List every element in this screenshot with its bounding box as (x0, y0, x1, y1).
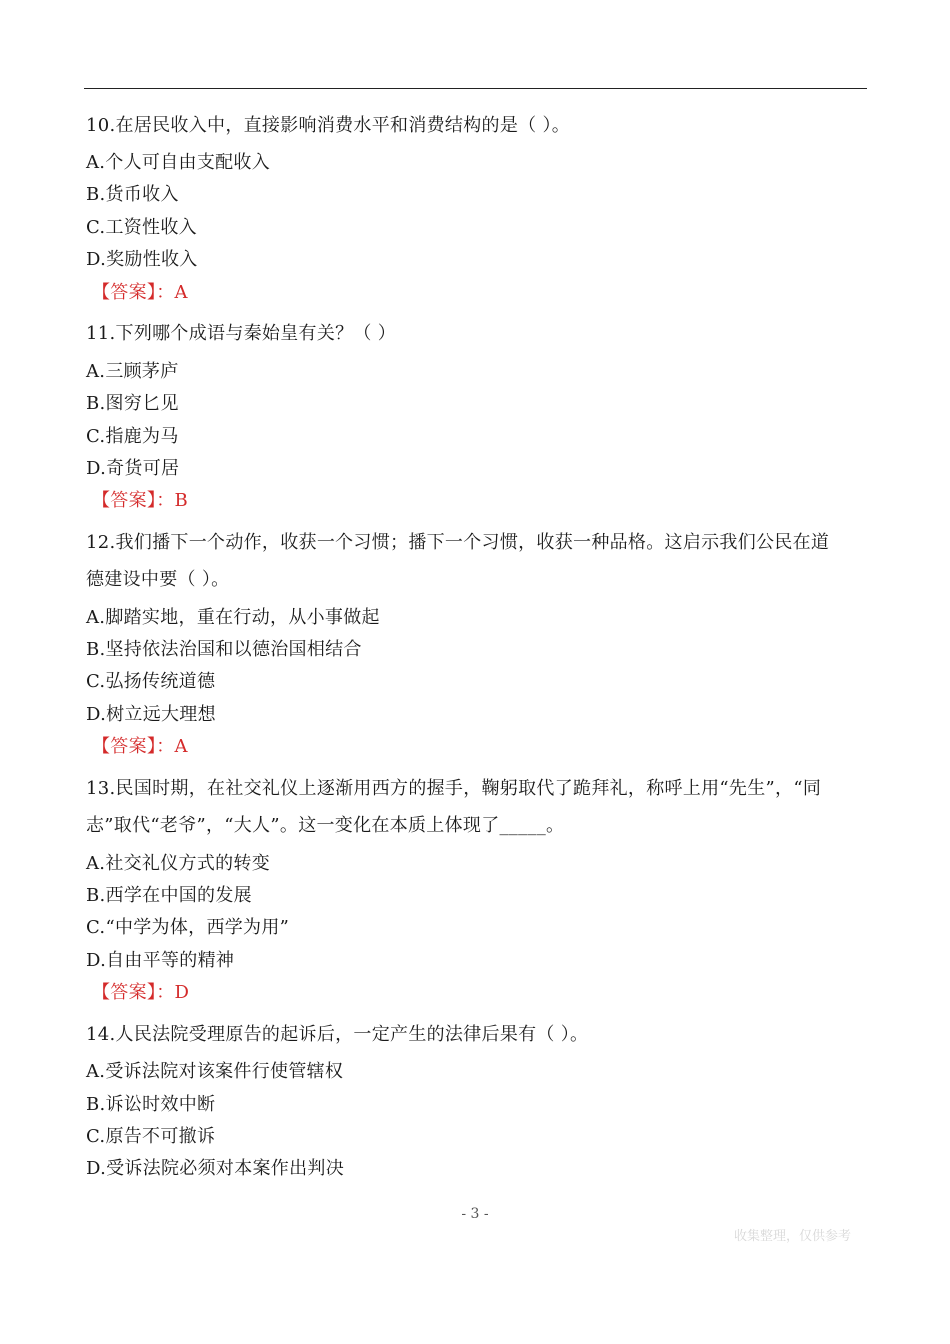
question-14-option-d: D.受诉法院必须对本案作出判决 (86, 1158, 345, 1179)
question-12-stem-line-1: 12.我们播下一个动作，收获一个习惯；播下一个习惯，收获一种品格。这启示我们公民在道 (86, 532, 830, 553)
question-12-option-d: D.树立远大理想 (86, 704, 216, 725)
question-10-option-a: A.个人可自由支配收入 (86, 152, 271, 173)
question-13-stem-line-2: 志”取代“老爷”，“大人”。这一变化在本质上体现了_____。 (86, 815, 565, 836)
question-13-option-c: C.“中学为体，西学为用” (86, 917, 290, 938)
question-11-option-b: B.图穷匕见 (86, 393, 179, 414)
question-10-option-c: C.工资性收入 (86, 217, 197, 238)
question-10-option-d: D.奖励性收入 (86, 249, 198, 270)
question-14-stem: 14.人民法院受理原告的起诉后，一定产生的法律后果有（ ）。 (86, 1024, 589, 1045)
question-11-answer: 【答案】：B (92, 490, 189, 511)
question-14-option-b: B.诉讼时效中断 (86, 1094, 216, 1115)
watermark-text: 收集整理，仅供参考 (734, 1229, 852, 1244)
question-13-option-a: A.社交礼仪方式的转变 (86, 853, 271, 874)
question-13-option-d: D.自由平等的精神 (86, 950, 235, 971)
question-10-stem: 10.在居民收入中，直接影响消费水平和消费结构的是（ ）。 (86, 115, 571, 136)
question-12-stem-line-2: 德建设中要（ ）。 (86, 569, 230, 590)
page-number: - 3 - (461, 1206, 489, 1222)
question-14-option-a: A.受诉法院对该案件行使管辖权 (86, 1061, 344, 1082)
question-11-option-a: A.三顾茅庐 (86, 361, 179, 382)
question-10-option-b: B.货币收入 (86, 184, 179, 205)
header-rule (84, 88, 867, 89)
question-14-option-c: C.原告不可撤诉 (86, 1126, 216, 1147)
question-12-option-a: A.脚踏实地，重在行动，从小事做起 (86, 607, 380, 628)
question-11-option-c: C.指鹿为马 (86, 426, 179, 447)
question-12-answer: 【答案】：A (92, 736, 188, 757)
question-10-answer: 【答案】：A (92, 282, 188, 303)
question-13-answer: 【答案】：D (92, 982, 190, 1003)
question-12-option-c: C.弘扬传统道德 (86, 671, 216, 692)
question-13-stem-line-1: 13.民国时期，在社交礼仪上逐渐用西方的握手，鞠躬取代了跪拜礼，称呼上用“先生”，“同 (86, 778, 822, 799)
question-11-stem: 11.下列哪个成语与秦始皇有关？（ ） (86, 323, 397, 344)
question-12-option-b: B.坚持依法治国和以德治国相结合 (86, 639, 362, 660)
question-13-option-b: B.西学在中国的发展 (86, 885, 252, 906)
question-11-option-d: D.奇货可居 (86, 458, 180, 479)
